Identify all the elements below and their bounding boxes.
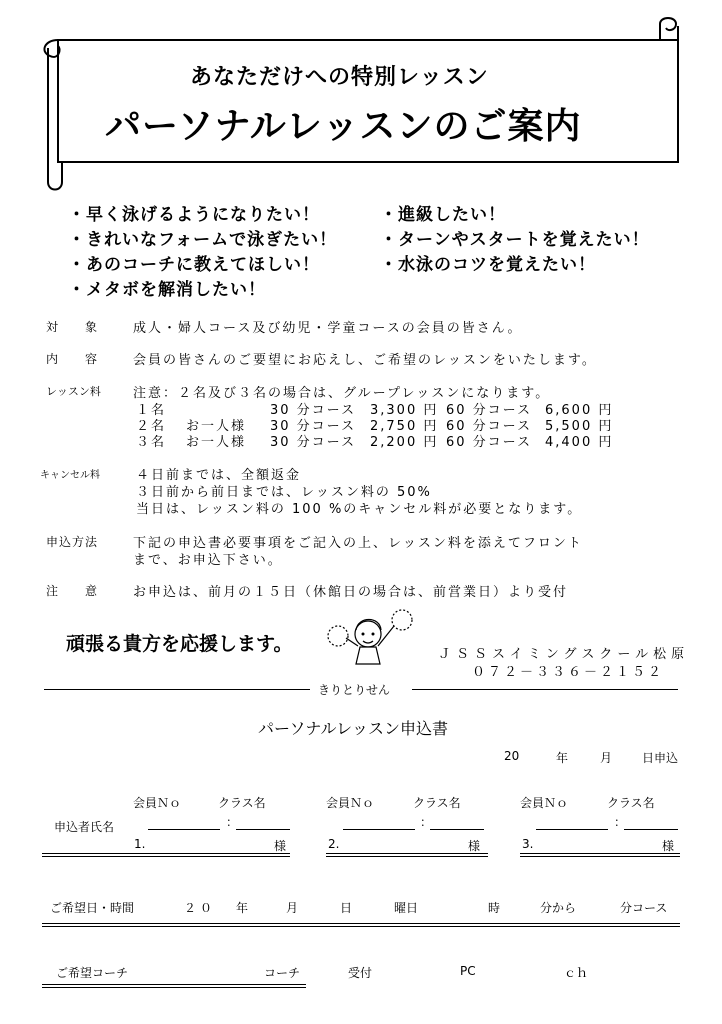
class-name-label: クラス名 <box>218 796 266 810</box>
slot-number: 2. <box>328 837 340 851</box>
fee-course-60: 60 分コース <box>446 403 533 418</box>
target-label: 対 象 <box>46 320 99 334</box>
date-applied: 日申込 <box>642 751 679 765</box>
fee-course-60: 60 分コース <box>446 435 533 450</box>
fee-price-60: 5,500 円 <box>545 419 614 434</box>
fee-price-30: 3,300 円 <box>370 403 439 418</box>
member-no-field[interactable] <box>148 829 220 830</box>
fee-course-30: 30 分コース <box>270 419 357 434</box>
fee-price-30: 2,750 円 <box>370 419 439 434</box>
wish-item: ・進級したい！ <box>380 205 506 225</box>
fee-note: 注意：２名及び３名の場合は、グループレッスンになります。 <box>133 386 551 401</box>
fee-course-30: 30 分コース <box>270 435 357 450</box>
member-no-field[interactable] <box>536 829 608 830</box>
note-text: お申込は、前月の１５日（休館日の場合は、前営業日）より受付 <box>133 585 569 600</box>
pc-label: PC <box>460 964 476 978</box>
date-year-unit: 年 <box>556 751 569 765</box>
wish-datetime-label: ご希望日・時間 <box>50 901 135 915</box>
fee-course-60: 60 分コース <box>446 419 533 434</box>
wish-item: ・メタボを解消したい！ <box>68 280 266 300</box>
field-colon: ： <box>420 815 433 829</box>
fee-price-60: 6,600 円 <box>545 403 614 418</box>
applicant-name-field[interactable] <box>42 853 290 857</box>
applicant-name-field[interactable] <box>520 853 680 857</box>
wish-item: ・きれいなフォームで泳ぎたい！ <box>68 230 338 250</box>
wish-minute-start: 分から <box>540 901 577 915</box>
apply-label: 申込方法 <box>46 535 99 549</box>
applicant-name-field[interactable] <box>326 853 488 857</box>
cancel-line: 当日は、レッスン料の 100 %のキャンセル料が必要となります。 <box>136 502 583 517</box>
note-label: 注 意 <box>46 584 99 598</box>
cancel-line: ４日前までは、全額返金 <box>136 468 302 483</box>
class-name-field[interactable] <box>430 829 484 830</box>
banner-title: パーソナルレッスンのご案内 <box>105 106 582 147</box>
slot-number: 3. <box>522 837 534 851</box>
wish-datetime-field[interactable] <box>42 923 680 927</box>
date-month-unit: 月 <box>600 751 613 765</box>
apply-line: 下記の申込書必要事項をご記入の上、レッスン料を添えてフロント <box>133 536 583 551</box>
fee-unit: お一人様 <box>186 419 247 434</box>
fee-unit: お一人様 <box>186 435 247 450</box>
fee-people: １名 <box>136 403 167 418</box>
cut-line-label: きりとりせん <box>318 683 391 697</box>
wish-item: ・あのコーチに教えてほしい！ <box>68 255 320 275</box>
coach-field[interactable] <box>42 984 306 988</box>
fee-people: ３名 <box>136 435 167 450</box>
field-colon: ： <box>226 815 239 829</box>
content-label: 内 容 <box>46 352 99 366</box>
wish-minute-course: 分コース <box>620 901 668 915</box>
wish-year-unit: 年 <box>236 901 249 915</box>
fee-label: レッスン料 <box>46 385 101 398</box>
fee-people: ２名 <box>136 419 167 434</box>
member-no-label: 会員Ｎｏ <box>133 796 182 810</box>
fee-course-30: 30 分コース <box>270 403 357 418</box>
class-name-field[interactable] <box>624 829 678 830</box>
form-title: パーソナルレッスン申込書 <box>258 719 449 738</box>
fee-price-30: 2,200 円 <box>370 435 439 450</box>
wish-item: ・水泳のコツを覚えたい！ <box>380 255 596 275</box>
cancel-line: ３日前から前日までは、レッスン料の 50% <box>136 485 432 500</box>
support-message: 頑張る貴方を応援します。 <box>66 633 293 655</box>
ch-label: ｃｈ <box>564 966 589 980</box>
member-no-label: 会員Ｎｏ <box>326 796 375 810</box>
banner-subtitle: あなただけへの特別レッスン <box>190 65 489 90</box>
class-name-label: クラス名 <box>607 796 655 810</box>
date-year: 20 <box>504 749 520 763</box>
wish-item: ・ターンやスタートを覚えたい！ <box>380 230 650 250</box>
member-no-field[interactable] <box>343 829 415 830</box>
coach-label: ご希望コーチ <box>56 966 129 980</box>
apply-line: まで、お申込下さい。 <box>133 553 283 568</box>
class-name-field[interactable] <box>236 829 290 830</box>
field-colon: ： <box>614 815 627 829</box>
school-name: ＪＳＳスイミングスクール松原 <box>438 647 690 662</box>
target-text: 成人・婦人コース及び幼児・学童コースの会員の皆さん。 <box>133 321 523 336</box>
wish-item: ・早く泳げるようになりたい！ <box>68 205 320 225</box>
slot-number: 1. <box>134 837 146 851</box>
cancel-label: キャンセル料 <box>40 470 100 481</box>
wish-hour-unit: 時 <box>488 901 501 915</box>
honorific: 様 <box>274 839 287 853</box>
member-no-label: 会員Ｎｏ <box>520 796 569 810</box>
wish-year: ２０ <box>184 901 217 915</box>
wish-day-unit: 日 <box>340 901 353 915</box>
received-label: 受付 <box>348 966 373 980</box>
applicant-name-label: 申込者氏名 <box>54 820 115 834</box>
honorific: 様 <box>662 839 675 853</box>
class-name-label: クラス名 <box>413 796 461 810</box>
wish-month-unit: 月 <box>286 901 299 915</box>
school-phone: ０７２－３３６－２１５２ <box>472 665 665 680</box>
coach-suffix: コーチ <box>264 966 301 980</box>
fee-price-60: 4,400 円 <box>545 435 614 450</box>
cut-line <box>412 689 678 690</box>
content-text: 会員の皆さんのご要望にお応えし、ご希望のレッスンをいたします。 <box>133 353 597 368</box>
wish-weekday-unit: 曜日 <box>394 901 419 915</box>
cheerleader-illustration <box>326 604 416 674</box>
cut-line <box>44 689 310 690</box>
honorific: 様 <box>468 839 481 853</box>
